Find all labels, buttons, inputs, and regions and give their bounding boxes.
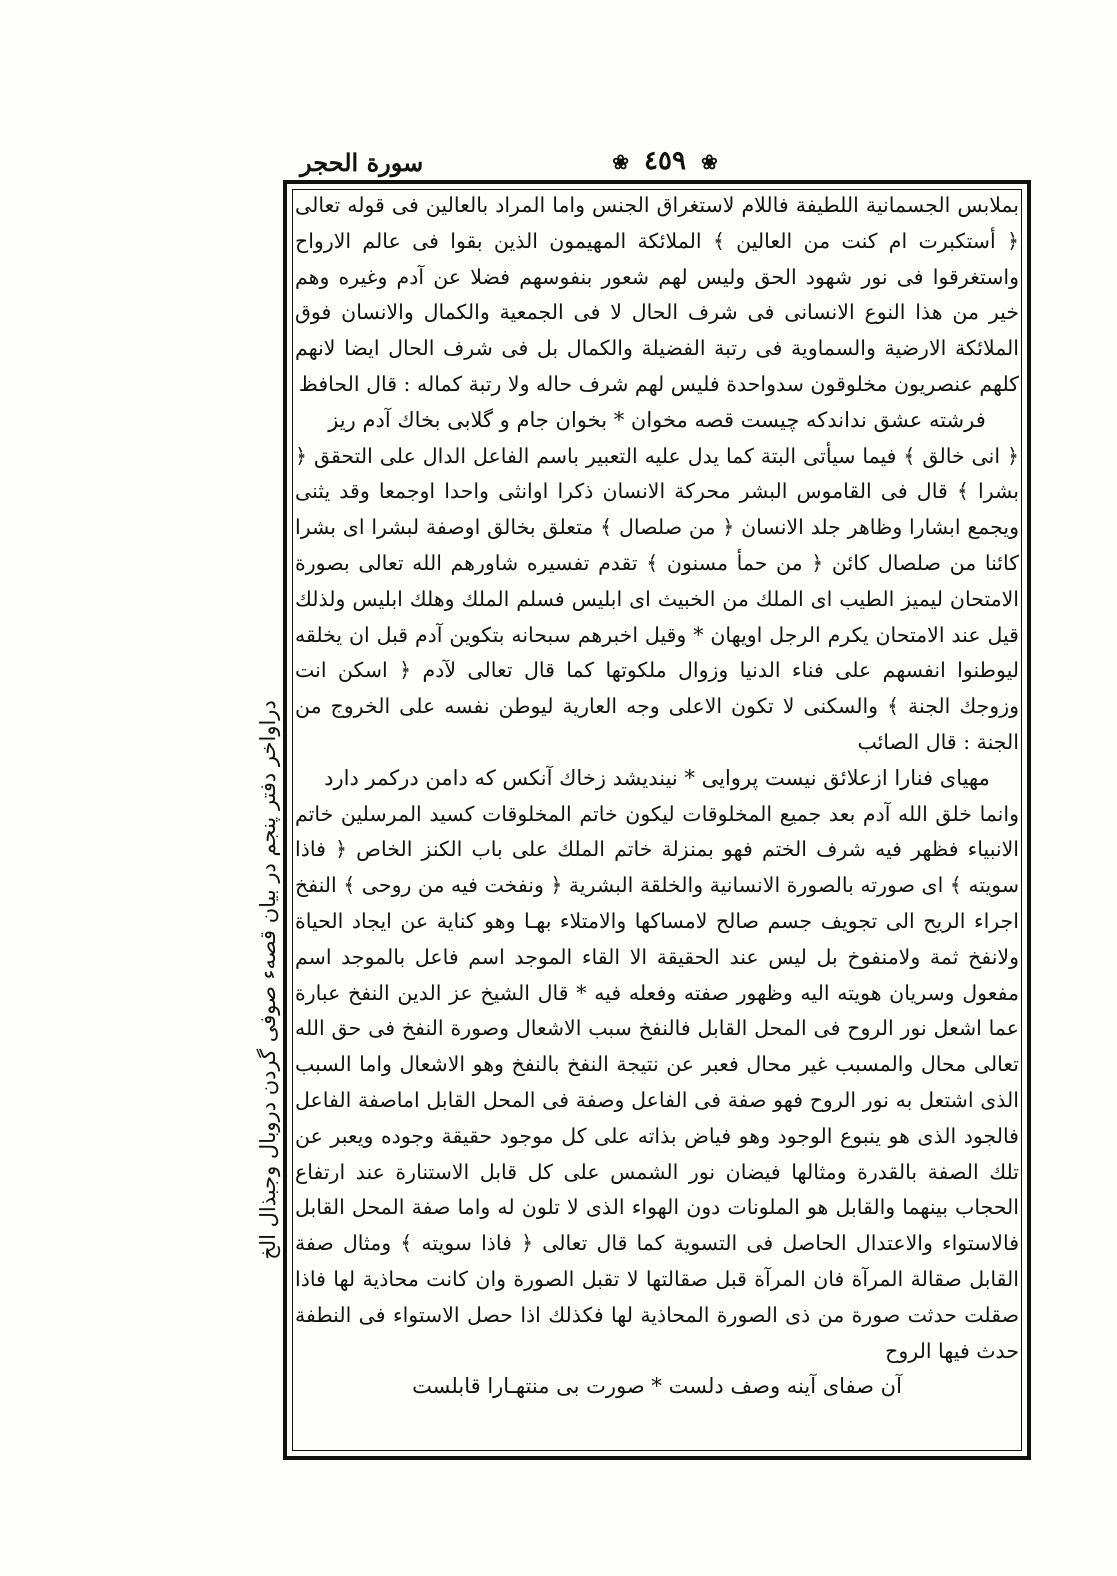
paragraph: وانما خلق الله آدم بعد جميع المخلوقات ليكون خاتم المخلوقات كسيد المرسلين خاتم الانبياء فظهر فيه شرف الختم فهو بمنزلة خاتم الملك على باب الكنز الخاص ﴿ فاذا سويته ﴾ اى صورته بالصورة الانسانية والخلقة البشرية ﴿ ونفخت فيه من روحى ﴾ النفخ اجراء الريح الى تجويف جسم صالح لامساكها والامتلاء بهـا وهو كناية عن ايجاد الحياة ولانفخ ثمة ولامنفوخ بل ليس عند الحقيقة الا القاء الموجد اسم فاعل بالموجد اسم مفعول وسريان هويته اليه وظهور صفته وفعله فيه * قال الشيخ عز الدين النفخ عبارة عما اشعل نور الروح فى المحل القابل فالنفخ سبب الاشعال وصورة النفخ فى حق الله تعالى محال والمسبب غير محال فعبر عن نتيجة النفخ بالنفخ وهو الاشعال واما السبب الذى اشتعل به نور الروح فهو صفة فى الفاعل وصفة فى المحل القابل اماصفة الفاعل فالجود الذى هو ينبوع الوجود وهو فياض بذاته على كل موجود حقيقة وجوده ويعبر عن تلك الصفة بالقدرة ومثالها فيضان نور الشمس على كل قابل الاستنارة عند ارتفاع الحجاب بينهما والقابل هو الملونات دون الهواء الذى لا تلون له واما صفة المحل القابل فالاستواء والاعتدال الحاصل فى التسوية كما قال تعالى ﴿ فاذا سويته ﴾ ومثال صفة القابل صقالة المرآة فان المرآة قبل صقالتها لا تقبل الصورة وان كانت محاذية لها فاذا صقلت حدثت صورة من ذى الصورة المحاذية لها فكذلك اذا حصل الاستواء فى النطفة حدث فيها الروح xyxy=(295,801,1019,1363)
verse: آن صفاى آينه وصف دلست * صورت بى منتهـارا قابلست xyxy=(412,1374,902,1399)
body-text xyxy=(295,188,1019,1452)
ornament-icon: ❀ xyxy=(612,150,629,174)
margin-note xyxy=(245,680,291,1280)
page-number-block xyxy=(565,146,765,176)
text-frame xyxy=(283,180,1031,1460)
paragraph: بملابس الجسمانية اللطيفة فاللام لاستغراق الجنس واما المراد بالعالين فى قوله تعالى ﴿ أستكبرت ام كنت من العالين ﴾ الملائكة المهيمون الذين بقوا فى عالم الارواح واستغرقوا فى نور شهود الحق وليس لهم شعور بنفوسهم فضلا عن آدم وغيره وهم خير من هذا النوع الانسانى فى شرف الحال لا فى الجمعية والكمال والانسان فوق الملائكة الارضية والسماوية فى رتبة الفضيلة والكمال بل فى شرف الحال ايضا لانهم كلهم عنصريون مخلوقون سدواحدة فليس لهم شرف حاله ولا رتبة كماله : قال الحافظ xyxy=(295,193,1019,396)
ornament-icon: ❀ xyxy=(701,150,718,174)
margin-note-text: دراواخر دفتر پنجم در بيان قصهء صوفى گردن دروبال وجبذال الخ xyxy=(256,700,281,1260)
page-header xyxy=(300,142,1030,182)
paragraph: ﴿ انى خالق ﴾ فيما سيأتى البتة كما يدل عليه التعبير باسم الفاعل الدال على التحقق ﴿ بشرا ﴾ قال فى القاموس البشر محركة الانسان ذكرا اوانثى واحدا اوجمعا وقد يثنى ويجمع ابشارا وظاهر جلد الانسان ﴿ من صلصال ﴾ متعلق بخالق اوصفة لبشرا اى بشرا كائنا من صلصال كائن ﴿ من حمأ مسنون ﴾ تقدم تفسيره شاورهم الله تعالى بصورة الامتحان ليميز الطيب اى الملك من الخبيث اى ابليس فسلم الملك وهلك ابليس ولذلك قيل عند الامتحان يكرم الرجل اويهان * وقيل اخبرهم سبحانه بتكوين آدم قبل ان يخلقه ليوطنوا انفسهم على فناء الدنيا وزوال ملكوتها كما قال تعالى لآدم ﴿ اسكن انت وزوجك الجنة ﴾ والسكنى لا تكون الاعلى وجه العارية ليوطن نفسه على الخروج من الجنة : قال الصائب xyxy=(295,443,1019,754)
verse: فرشته عشق نداندكه چيست قصه مخوان * بخوان جام و گلابى بخاك آدم ريز xyxy=(328,407,986,432)
surah-title: سورة الحجر xyxy=(300,148,424,177)
page-number: ٤٥٩ xyxy=(644,146,686,176)
verse: مهياى فنارا ازعلائق نيست پروايى * نينديشد زخاك آنكس كه دامن دركمر دارد xyxy=(324,765,990,790)
